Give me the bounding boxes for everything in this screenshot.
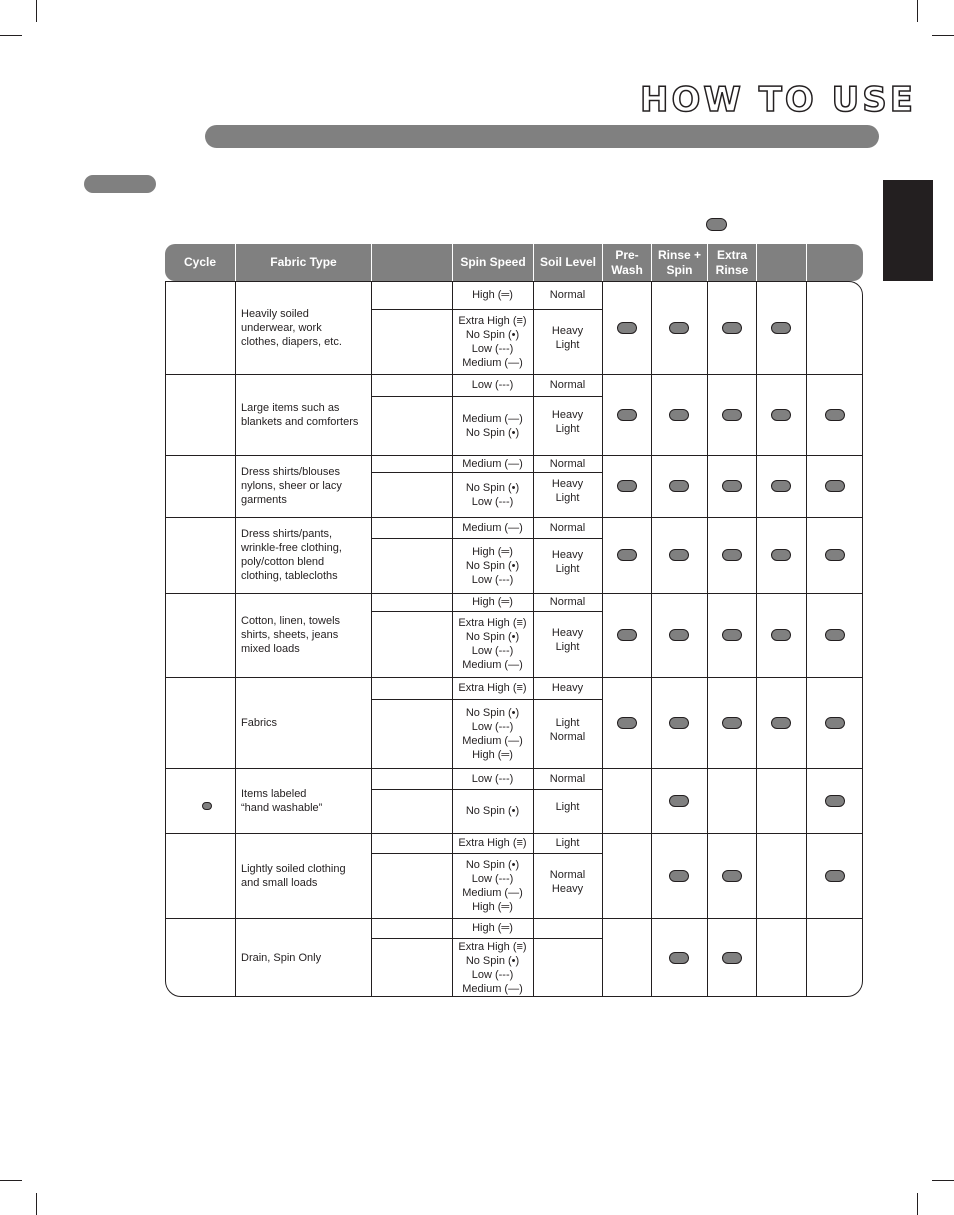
spin-speed-default: Medium (—) xyxy=(462,457,523,470)
column-divider xyxy=(756,281,757,997)
side-tab xyxy=(883,180,933,281)
page-title: HOW TO USE xyxy=(640,80,916,120)
crop-mark xyxy=(0,35,22,36)
option-available-marker xyxy=(669,870,689,882)
header-blank-3 xyxy=(807,244,863,281)
soil-level-options: Normal Heavy xyxy=(549,868,586,895)
option-available-marker xyxy=(722,409,742,421)
option-available-marker xyxy=(771,717,791,729)
option-available-marker xyxy=(771,629,791,641)
spin-speed-options: High (═) No Spin (•) Low (---) xyxy=(465,545,520,586)
spin-speed-options: No Spin (•) Low (---) Medium (—) High (═) xyxy=(462,858,523,913)
row-divider xyxy=(165,374,863,375)
spin-speed-options: No Spin (•) xyxy=(465,805,520,817)
option-available-marker xyxy=(617,717,637,729)
spin-speed-options: Extra High (≡) No Spin (•) Low (---) Medium (—) xyxy=(458,314,527,369)
soil-level-default: Heavy xyxy=(551,682,584,694)
column-divider xyxy=(707,281,708,997)
row-divider xyxy=(165,833,863,834)
option-available-marker xyxy=(669,409,689,421)
spin-speed-options: Extra High (≡) No Spin (•) Low (---) Medium (—) xyxy=(458,940,527,995)
spin-speed-default: Extra High (≡) xyxy=(458,682,527,694)
sub-row-divider xyxy=(371,472,602,473)
title-bar xyxy=(205,125,879,148)
option-available-marker xyxy=(825,870,845,882)
header-cycle: Cycle xyxy=(183,255,217,269)
soil-level-default: Normal xyxy=(549,596,586,608)
spin-speed-default: Extra High (≡) xyxy=(458,837,527,849)
crop-mark xyxy=(917,1193,918,1215)
option-available-marker xyxy=(825,795,845,807)
sub-row-divider xyxy=(371,853,602,854)
spin-speed-default: Medium (—) xyxy=(462,521,523,534)
option-available-marker xyxy=(722,717,742,729)
soil-level-options: Heavy Light xyxy=(551,324,584,351)
fabric-type-cell: Lightly soiled clothing and small loads xyxy=(241,862,346,889)
crop-mark xyxy=(932,1180,954,1181)
soil-level-default: Normal xyxy=(549,772,586,785)
soil-level-options: Heavy Light xyxy=(551,627,584,653)
header-fabric-type: Fabric Type xyxy=(270,255,337,269)
header-blank-1 xyxy=(372,244,452,281)
sub-row-divider xyxy=(371,396,602,397)
row-divider xyxy=(165,593,863,594)
fabric-type-cell: Fabrics xyxy=(241,716,278,729)
column-divider xyxy=(235,281,236,997)
sub-row-divider xyxy=(371,789,602,790)
crop-mark xyxy=(36,1193,37,1215)
header-divider xyxy=(602,244,603,281)
crop-mark xyxy=(917,0,918,22)
sub-row-divider xyxy=(371,611,602,612)
option-available-marker xyxy=(669,549,689,561)
option-available-marker xyxy=(617,480,637,492)
option-available-marker xyxy=(722,870,742,882)
soil-level-default: Normal xyxy=(549,521,586,534)
header-divider xyxy=(806,244,807,281)
fabric-type-cell: Dress shirts/blouses nylons, sheer or lacy garments xyxy=(241,466,342,506)
option-available-marker xyxy=(825,409,845,421)
header-divider xyxy=(707,244,708,281)
option-available-marker xyxy=(722,322,742,334)
option-available-marker xyxy=(771,409,791,421)
spin-speed-options: Medium (—) No Spin (•) xyxy=(462,412,523,439)
column-divider xyxy=(806,281,807,997)
fabric-type-cell: Items labeled “hand washable” xyxy=(241,787,323,814)
crop-mark xyxy=(0,1180,22,1181)
header-divider xyxy=(371,244,372,281)
soil-level-default: Light xyxy=(555,837,580,849)
column-divider xyxy=(602,281,603,997)
header-prewash: Pre- Wash xyxy=(611,247,643,277)
option-available-marker xyxy=(617,409,637,421)
option-available-marker xyxy=(771,549,791,561)
column-divider xyxy=(371,281,372,997)
row-divider xyxy=(165,918,863,919)
header-divider xyxy=(756,244,757,281)
section-pill xyxy=(84,175,156,193)
spin-speed-default: High (═) xyxy=(472,596,513,608)
crop-mark xyxy=(36,0,37,22)
soil-level-options: Heavy Light xyxy=(551,477,584,504)
soil-level-options: Light Normal xyxy=(549,716,586,743)
soil-level-options: Heavy Light xyxy=(551,548,584,575)
row-divider xyxy=(165,768,863,769)
option-available-marker xyxy=(771,480,791,492)
option-available-marker xyxy=(669,322,689,334)
soil-level-default: Normal xyxy=(549,289,586,301)
soil-level-options: Light xyxy=(555,801,580,813)
soil-level-default: Normal xyxy=(549,379,586,391)
header-divider xyxy=(235,244,236,281)
sub-row-divider xyxy=(371,699,602,700)
header-divider xyxy=(651,244,652,281)
spin-speed-options: No Spin (•) Low (---) Medium (—) High (═) xyxy=(462,706,523,761)
header-rinse-spin: Rinse + Spin xyxy=(657,247,702,277)
sub-row-divider xyxy=(371,538,602,539)
spin-speed-default: Low (---) xyxy=(471,772,514,785)
header-blank-2 xyxy=(757,244,806,281)
row-divider xyxy=(165,677,863,678)
option-available-marker xyxy=(669,795,689,807)
header-divider xyxy=(533,244,534,281)
row-divider xyxy=(165,517,863,518)
option-available-marker xyxy=(722,952,742,964)
option-available-marker xyxy=(722,549,742,561)
soil-level-options: Heavy Light xyxy=(551,408,584,435)
fabric-type-cell: Cotton, linen, towels shirts, sheets, jeans mixed loads xyxy=(241,615,341,655)
option-available-marker xyxy=(669,629,689,641)
option-available-marker xyxy=(771,322,791,334)
crop-mark xyxy=(932,35,954,36)
header-soil-level: Soil Level xyxy=(539,255,597,269)
column-divider xyxy=(651,281,652,997)
option-available-marker xyxy=(722,629,742,641)
spin-speed-options: Extra High (≡) No Spin (•) Low (---) Medium (—) xyxy=(458,617,527,671)
spin-speed-default: Low (---) xyxy=(471,379,514,391)
option-available-marker xyxy=(669,480,689,492)
header-spin-speed: Spin Speed xyxy=(460,255,526,269)
option-available-marker xyxy=(669,952,689,964)
spin-speed-default: High (═) xyxy=(472,922,513,934)
header-extra-rinse: Extra Rinse xyxy=(715,247,749,277)
option-marker-legend xyxy=(706,218,727,231)
option-available-marker xyxy=(825,480,845,492)
fabric-type-cell: Large items such as blankets and comforters xyxy=(241,401,359,428)
soil-level-default: Normal xyxy=(549,457,586,470)
spin-speed-default: High (═) xyxy=(472,289,513,301)
option-available-marker xyxy=(617,322,637,334)
option-available-marker xyxy=(825,629,845,641)
fabric-type-cell: Heavily soiled underwear, work clothes, diapers, etc. xyxy=(241,307,342,348)
option-available-marker xyxy=(722,480,742,492)
option-available-marker xyxy=(617,629,637,641)
fabric-type-cell: Dress shirts/pants, wrinkle-free clothing, poly/cotton blend clothing, tablecloths xyxy=(241,528,342,582)
sub-row-divider xyxy=(371,309,602,310)
spin-speed-options: No Spin (•) Low (---) xyxy=(465,481,520,508)
option-available-marker xyxy=(617,549,637,561)
hand-wash-icon xyxy=(202,802,212,810)
option-available-marker xyxy=(825,549,845,561)
option-available-marker xyxy=(669,717,689,729)
fabric-type-cell: Drain, Spin Only xyxy=(241,951,322,964)
header-divider xyxy=(452,244,453,281)
option-available-marker xyxy=(825,717,845,729)
